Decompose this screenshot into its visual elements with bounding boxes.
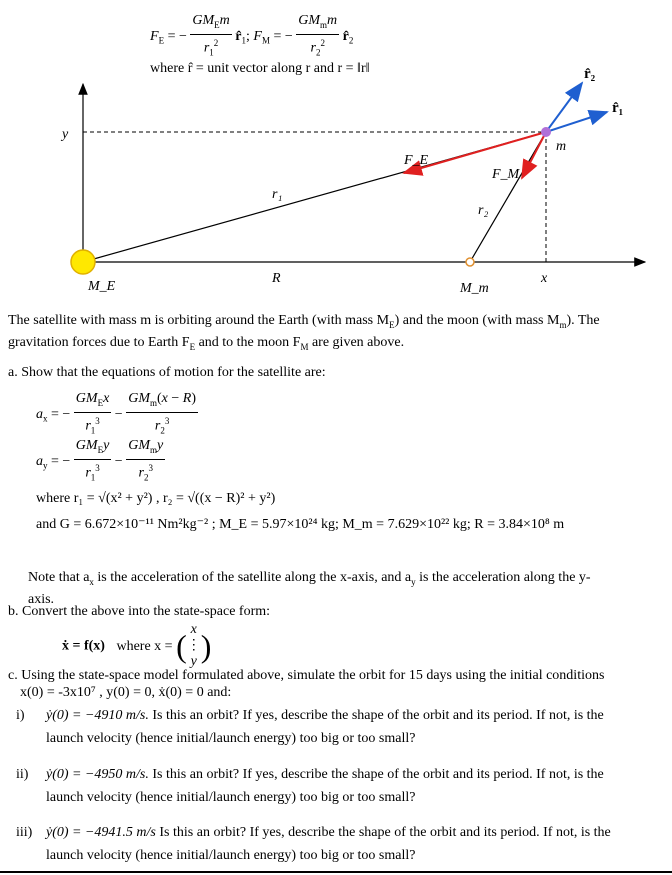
part-c-item: i) ẏ(0) = −4910 m/s. Is this an orbit? If yes, describe the shape of the orbit and its period. If not, is the launch velocity (hence initial/launch energy) too big or too small? bbox=[16, 708, 604, 746]
r1-label: r₁ bbox=[272, 187, 283, 202]
y-label: y bbox=[62, 127, 69, 142]
r-definitions: where r₁ = √(x² + y²) , r₂ = √((x − R)² + y²) bbox=[36, 491, 276, 506]
r1-hat-label: r̂₁ bbox=[612, 100, 624, 116]
earth-circle bbox=[71, 250, 95, 274]
ay-equation: $a_y$ = − $\frac{GM_Ey}{r_1^3}$ − $\frac{GM_my}{r_2^3}$ bbox=[36, 438, 164, 483]
r2-hat-label: r̂₂ bbox=[584, 66, 596, 82]
R-label: R bbox=[272, 271, 281, 286]
part-c-item: ii) ẏ(0) = −4950 m/s. Is this an orbit? If yes, describe the shape of the orbit and its period. If not, is the launch velocity (hence initial/launch energy) too big or too small? bbox=[16, 767, 604, 805]
mm-label: M_m bbox=[460, 281, 489, 296]
constants-line: and G = 6.672×10⁻¹¹ Nm²kg⁻² ; M_E = 5.97×10²⁴ kg; M_m = 7.629×10²² kg; R = 3.84×10⁸ m bbox=[36, 517, 565, 532]
m-label: m bbox=[556, 139, 567, 154]
r2-label: r₂ bbox=[478, 203, 489, 218]
satellite-circle bbox=[541, 127, 551, 137]
fm-label: F_M bbox=[492, 167, 520, 182]
part-c-item: iii) ẏ(0) = −4941.5 m/s Is this an orbit? If yes, describe the shape of the orbit and its period. If not, is the launch velocity (hence initial/launch energy) too big or too small? bbox=[16, 825, 611, 863]
moon-circle bbox=[466, 258, 474, 266]
where-line: where r̂ = unit vector along r and r = ‖r‖ bbox=[150, 61, 370, 76]
r2-hat-arrow bbox=[546, 83, 582, 132]
r1-hat-arrow bbox=[546, 112, 607, 132]
force-equation: $F_E$ = − $\frac{GM_Em}{r_1^2}$ $r̂_1$; $F_M$ = − $\frac{GM_mm}{r_2^2}$ $r̂_2$ bbox=[150, 13, 354, 58]
part-a-label: a. Show that the equations of motion for the satellite are: bbox=[8, 365, 326, 380]
me-label: M_E bbox=[88, 279, 116, 294]
fe-label: F_E bbox=[404, 153, 429, 168]
note-paragraph: Note that $a_x$ is the acceleration of the satellite along the x-axis, and $a_y$ is the acceleration along the y- axis. bbox=[28, 570, 591, 607]
part-b-label: b. Convert the above into the state-space form: bbox=[8, 604, 271, 619]
page-bottom-rule bbox=[0, 871, 672, 873]
state-space-equation: ẋ = f(x) where x = ( x ⋮ y ) bbox=[62, 622, 212, 669]
orbit-diagram bbox=[0, 0, 672, 300]
x-label: x bbox=[541, 271, 548, 286]
intro-paragraph: The satellite with mass m is orbiting around the Earth (with mass $M_E$) and the moon (with mass $M_m$). The gravitation forces due to Earth $F_E$ and to the moon $F_M$ are given above. bbox=[8, 313, 600, 352]
ax-equation: $a_x$ = − $\frac{GM_Ex}{r_1^3}$ − $\frac{GM_m(x - R)}{r_2^3}$ bbox=[36, 391, 197, 436]
part-c-intro: c. Using the state-space model formulated above, simulate the orbit for 15 days using the initial conditions x(0) = -3x10⁷ , y(0) = 0, ẋ(0) = 0 and: bbox=[8, 668, 605, 700]
